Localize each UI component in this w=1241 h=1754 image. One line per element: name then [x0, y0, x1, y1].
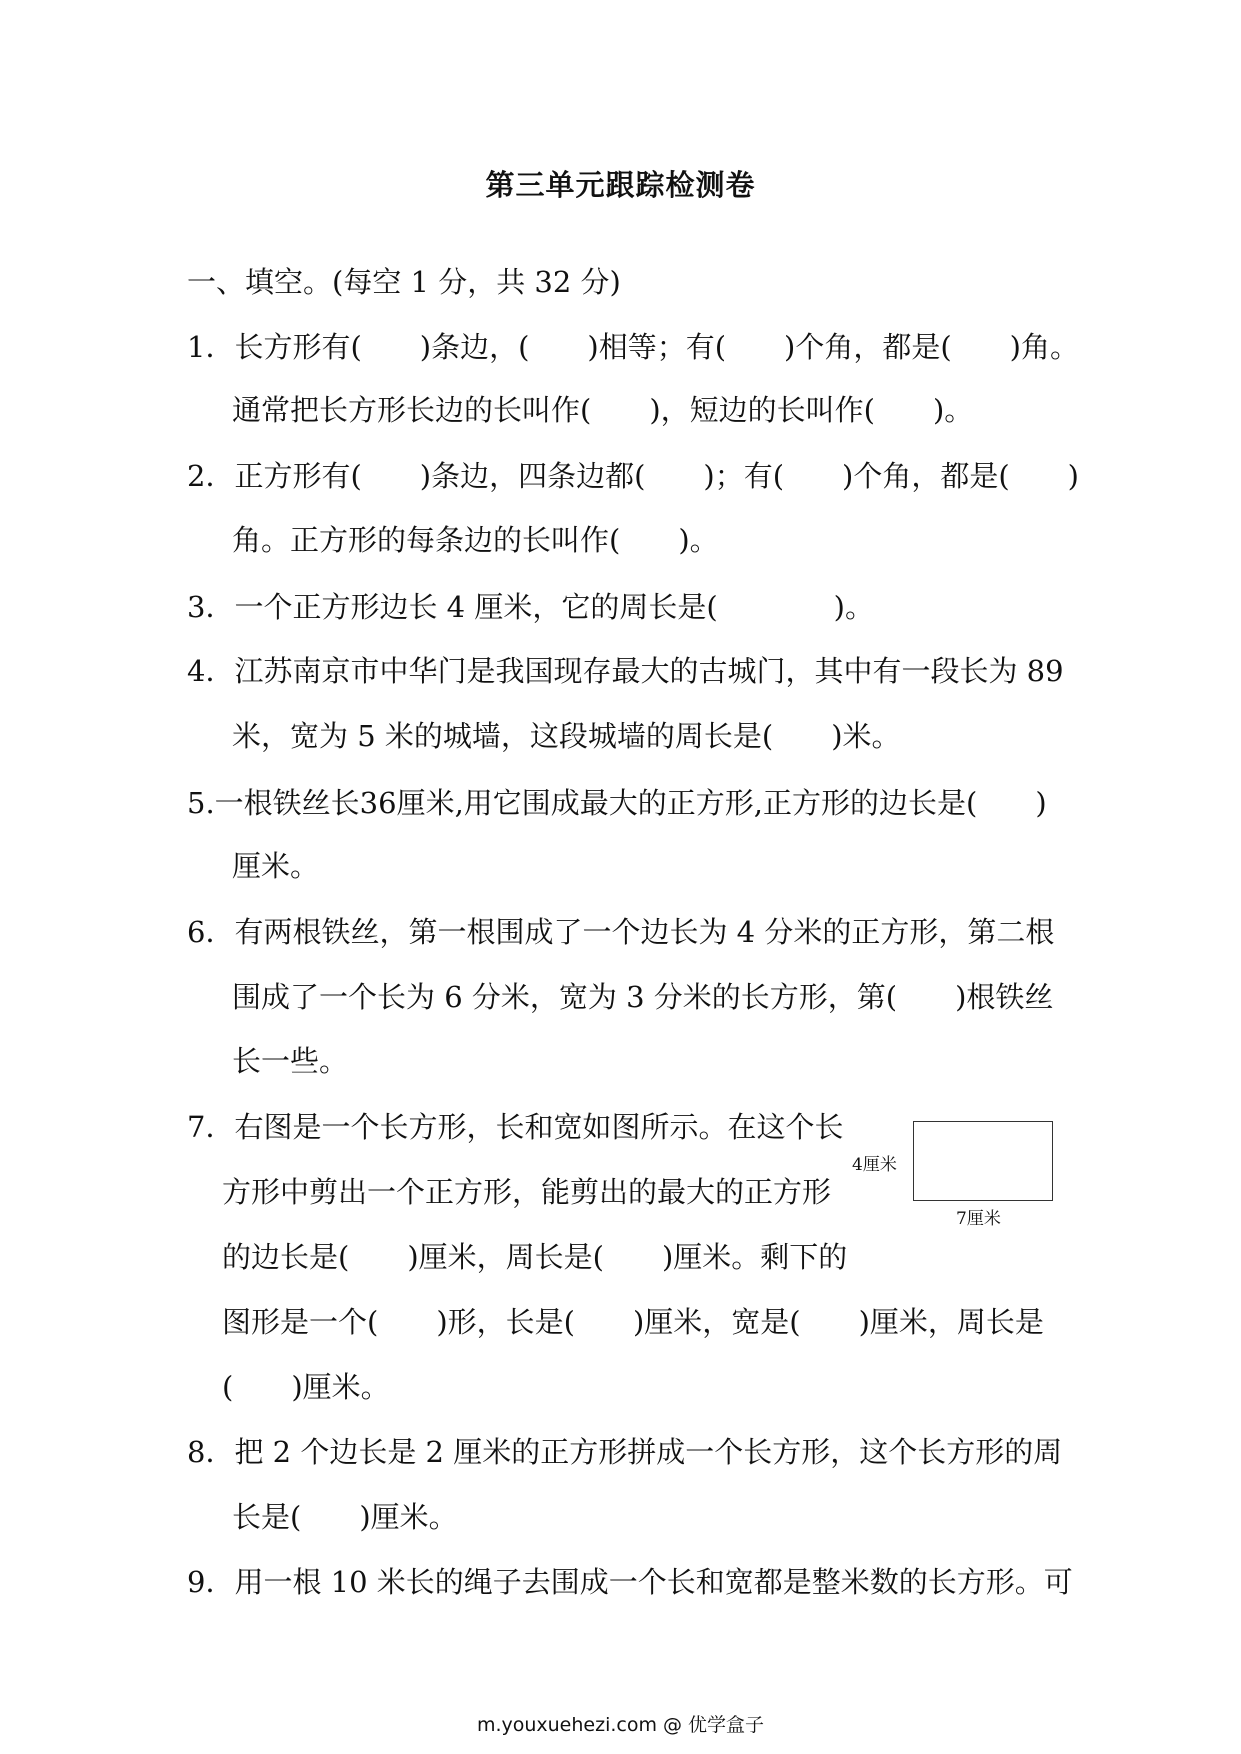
page-title: 第三单元跟踪检测卷 — [485, 168, 756, 202]
question-7-line-5: ( )厘米。 — [222, 1370, 390, 1404]
question-2-line-1: 2．正方形有( )条边，四条边都( )；有( )个角，都是( ) — [187, 459, 1079, 493]
question-4-line-1: 4．江苏南京市中华门是我国现存最大的古城门，其中有一段长为 89 — [187, 654, 1064, 688]
question-6-line-3: 长一些。 — [232, 1044, 349, 1078]
question-1-line-2: 通常把长方形长边的长叫作( )，短边的长叫作( )。 — [232, 393, 974, 427]
question-2-line-2: 角。正方形的每条边的长叫作( )。 — [232, 523, 719, 557]
question-6-line-1: 6．有两根铁丝，第一根围成了一个边长为 4 分米的正方形，第二根 — [187, 915, 1055, 949]
question-7-line-3: 的边长是( )厘米，周长是( )厘米。剩下的 — [222, 1240, 848, 1274]
figure-length-label: 7厘米 — [956, 1209, 1001, 1229]
question-6-line-2: 围成了一个长为 6 分米，宽为 3 分米的长方形，第( )根铁丝 — [232, 980, 1054, 1014]
question-8-line-2: 长是( )厘米。 — [232, 1500, 458, 1534]
question-9-line-1: 9．用一根 10 米长的绳子去围成一个长和宽都是整米数的长方形。可 — [187, 1565, 1073, 1599]
question-5-line-2: 厘米。 — [232, 849, 320, 883]
question-7-line-1: 7．右图是一个长方形，长和宽如图所示。在这个长 — [187, 1110, 844, 1144]
question-8-line-1: 8．把 2 个边长是 2 厘米的正方形拼成一个长方形，这个长方形的周 — [187, 1435, 1063, 1469]
section-heading: 一、填空。(每空 1 分，共 32 分) — [187, 265, 621, 299]
question-1-line-1: 1．长方形有( )条边，( )相等；有( )个角，都是( )角。 — [187, 330, 1079, 364]
question-5-line-1: 5.一根铁丝长36厘米,用它围成最大的正方形,正方形的边长是( ) — [187, 786, 1047, 820]
question-7-line-4: 图形是一个( )形，长是( )厘米，宽是( )厘米，周长是 — [222, 1305, 1044, 1339]
rectangle-figure — [913, 1121, 1053, 1201]
question-4-line-2: 米，宽为 5 米的城墙，这段城墙的周长是( )米。 — [232, 719, 901, 753]
footer-watermark: m.youxuehezi.com @ 优学盒子 — [476, 1714, 765, 1736]
figure-width-label: 4厘米 — [852, 1155, 897, 1175]
question-7-line-2: 方形中剪出一个正方形，能剪出的最大的正方形 — [222, 1175, 832, 1209]
question-3-line-1: 3．一个正方形边长 4 厘米，它的周长是( )。 — [187, 590, 874, 624]
